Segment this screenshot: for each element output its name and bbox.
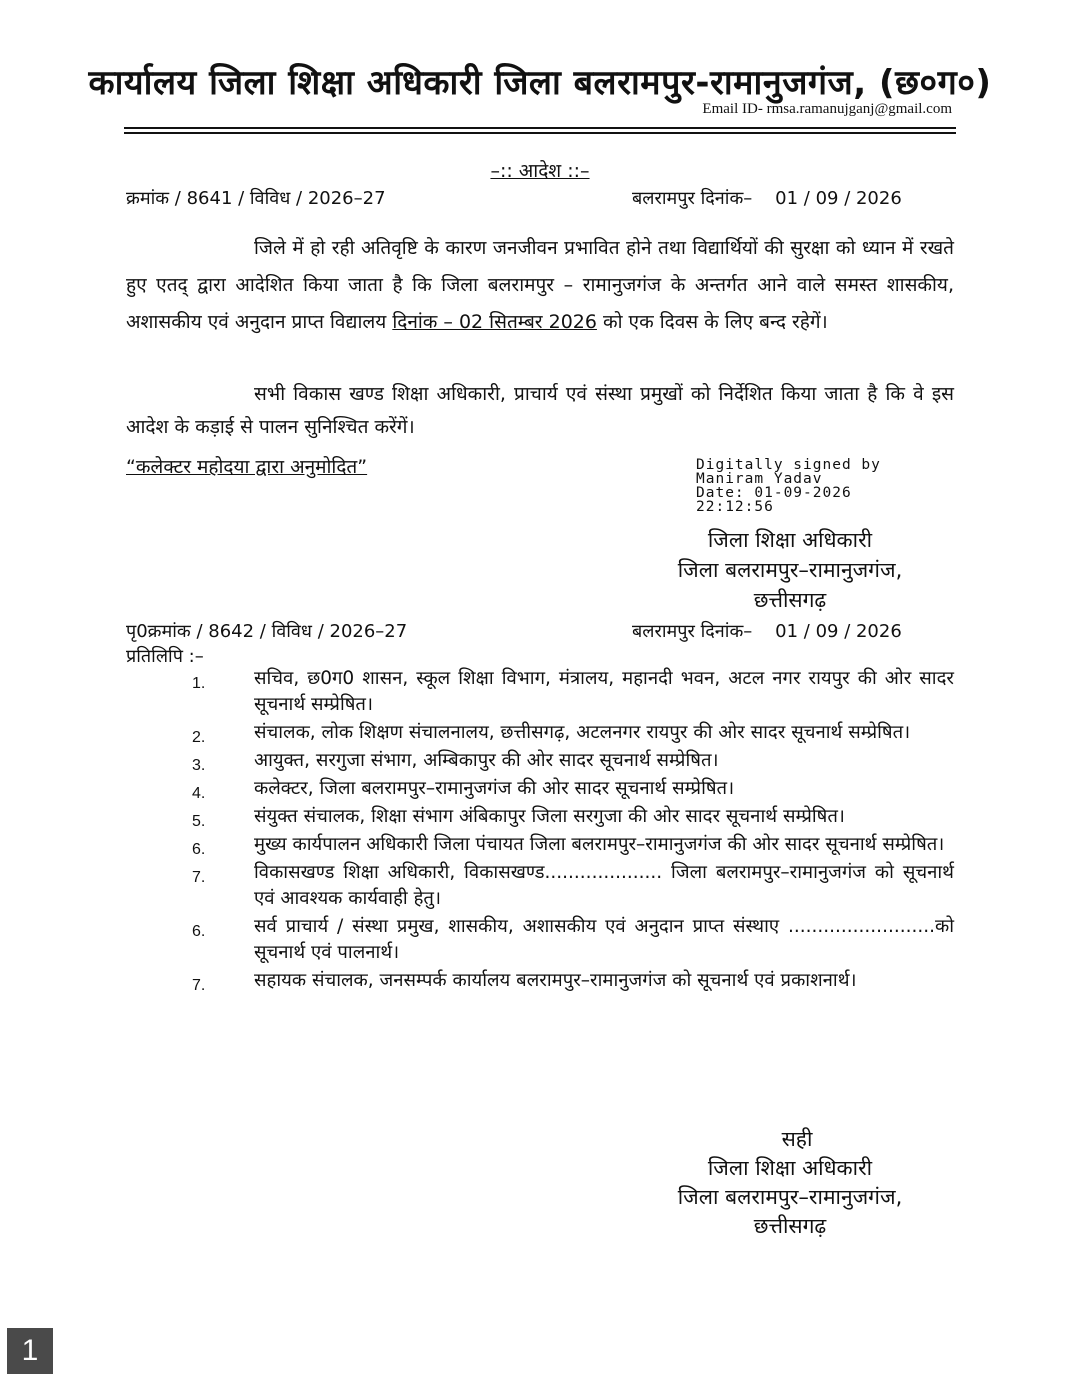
header-rule-top xyxy=(124,127,956,129)
list-item-number: 4. xyxy=(192,785,206,802)
copy-list xyxy=(126,666,954,996)
order-place-date: बलरामपुर दिनांक– 01 / 09 / 2026 xyxy=(632,188,902,209)
list-item xyxy=(126,776,954,802)
list-item-text: मुख्य कार्यपालन अधिकारी जिला पंचायत जिला बलरामपुर–रामानुजगंज की ओर सादर सूचनार्थ सम्प्रेषित। xyxy=(254,834,945,855)
list-item-text: सर्व प्राचार्य / संस्था प्रमुख, शासकीय, अशासकीय एवं अनुदान प्राप्त संस्थाए .........................को सूचनार्थ एवं पालनार्थ। xyxy=(254,916,954,963)
office-email: Email ID- rmsa.ramanujganj@gmail.com xyxy=(702,101,952,117)
office-header-title: कार्यालय जिला शिक्षा अधिकारी जिला बलरामपुर-रामानुजगंज, (छ०ग०) xyxy=(88,63,992,103)
endorsement-place-date: बलरामपुर दिनांक– 01 / 09 / 2026 xyxy=(632,621,902,642)
list-item-text: आयुक्त, सरगुजा संभाग, अम्बिकापुर की ओर सादर सूचनार्थ सम्प्रेषित। xyxy=(254,750,719,771)
digital-signature-line: Digitally signed by xyxy=(696,457,881,473)
order-paragraph-1-text: जिले में हो रही अतिवृष्टि के कारण जनजीवन प्रभावित होने तथा विद्यार्थियों की सुरक्षा को ध्यान में रखते हुए एतद् द्वारा आदेशित किया जाता है कि जिला बलरामपुर – रामानुजगंज के अन्तर्गत आने वाले समस्त शासकीय, अशासकीय एवं अनुदान प्राप्त विद्यालय xyxy=(126,237,954,333)
list-item xyxy=(126,804,954,830)
closing-district: जिला बलरामपुर–रामानुजगंज, xyxy=(677,1185,903,1209)
list-item-number: 3. xyxy=(192,757,206,774)
signatory-designation: जिला शिक्षा अधिकारी xyxy=(707,528,873,552)
list-item-text: संचालक, लोक शिक्षण संचालनालय, छत्तीसगढ़, अटलनगर रायपुर की ओर सादर सूचनार्थ सम्प्रेषित। xyxy=(254,722,911,743)
list-item xyxy=(126,748,954,774)
endorsement-number: पृ0क्रमांक / 8642 / विविध / 2026–27 xyxy=(126,621,408,642)
closure-date: दिनांक – 02 सितम्बर 2026 xyxy=(392,311,597,333)
digital-signature-line: Maniram Yadav xyxy=(696,471,823,487)
order-number: क्रमांक / 8641 / विविध / 2026–27 xyxy=(126,188,386,209)
copy-to-label: प्रतिलिपि :– xyxy=(126,646,204,667)
list-item-text: कलेक्टर, जिला बलरामपुर–रामानुजगंज की ओर सादर सूचनार्थ सम्प्रेषित। xyxy=(254,778,735,799)
list-item-number: 5. xyxy=(192,813,206,830)
signatory-state: छत्तीसगढ़ xyxy=(753,588,827,612)
list-item xyxy=(126,832,954,858)
page-number-badge[interactable]: 1 xyxy=(7,1328,53,1374)
list-item xyxy=(126,666,954,718)
order-paragraph-2: सभी विकास खण्ड शिक्षा अधिकारी, प्राचार्य एवं संस्था प्रमुखों को निर्देशित किया जाता है कि वे इस आदेश के कड़ाई से पालन सुनिश्चित करेंगें। xyxy=(126,383,954,438)
closing-designation: जिला शिक्षा अधिकारी xyxy=(707,1156,873,1180)
list-item xyxy=(126,914,954,966)
header-rule-bottom xyxy=(124,132,956,134)
list-item-text: सचिव, छ0ग0 शासन, स्कूल शिक्षा विभाग, मंत्रालय, महानदी भवन, अटल नगर रायपुर की ओर सादर सूचनार्थ सम्प्रेषित। xyxy=(254,668,954,715)
list-item-number: 2. xyxy=(192,729,206,746)
list-item-text: संयुक्त संचालक, शिक्षा संभाग अंबिकापुर जिला सरगुजा की ओर सादर सूचनार्थ सम्प्रेषित। xyxy=(254,806,845,827)
digital-signature-line: Date: 01-09-2026 xyxy=(696,485,852,501)
closing-state: छत्तीसगढ़ xyxy=(753,1214,827,1238)
list-item-number: 1. xyxy=(192,675,206,692)
digital-signature-line: 22:12:56 xyxy=(696,499,774,515)
list-item-number: 6. xyxy=(192,841,206,858)
signatory-district: जिला बलरामपुर–रामानुजगंज, xyxy=(677,558,903,582)
list-item-number: 6. xyxy=(192,923,206,940)
list-item-number: 7. xyxy=(192,977,206,994)
order-paragraph-1-end: को एक दिवस के लिए बन्द रहेगें। xyxy=(596,311,828,333)
order-paragraph-1 xyxy=(126,230,954,341)
list-item xyxy=(126,968,954,994)
list-item-text: सहायक संचालक, जनसम्पर्क कार्यालय बलरामपुर–रामानुजगंज को सूचनार्थ एवं प्रकाशनार्थ। xyxy=(254,970,857,991)
list-item-number: 7. xyxy=(192,869,206,886)
approval-note: “कलेक्टर महोदया द्वारा अनुमोदित” xyxy=(126,456,368,478)
order-title-text: –:: आदेश ::– xyxy=(490,160,590,182)
digital-signature xyxy=(696,458,881,514)
closing-signed: सही xyxy=(781,1127,813,1151)
signatory-block xyxy=(640,525,940,615)
order-title xyxy=(0,157,1080,183)
list-item-text: विकासखण्ड शिक्षा अधिकारी, विकासखण्ड.................... जिला बलरामपुर–रामानुजगंज को सूचनार्थ एवं आवश्यक कार्यवाही हेतु। xyxy=(254,862,954,909)
list-item xyxy=(126,860,954,912)
list-item xyxy=(126,720,954,746)
closing-signature-block xyxy=(640,1125,940,1241)
